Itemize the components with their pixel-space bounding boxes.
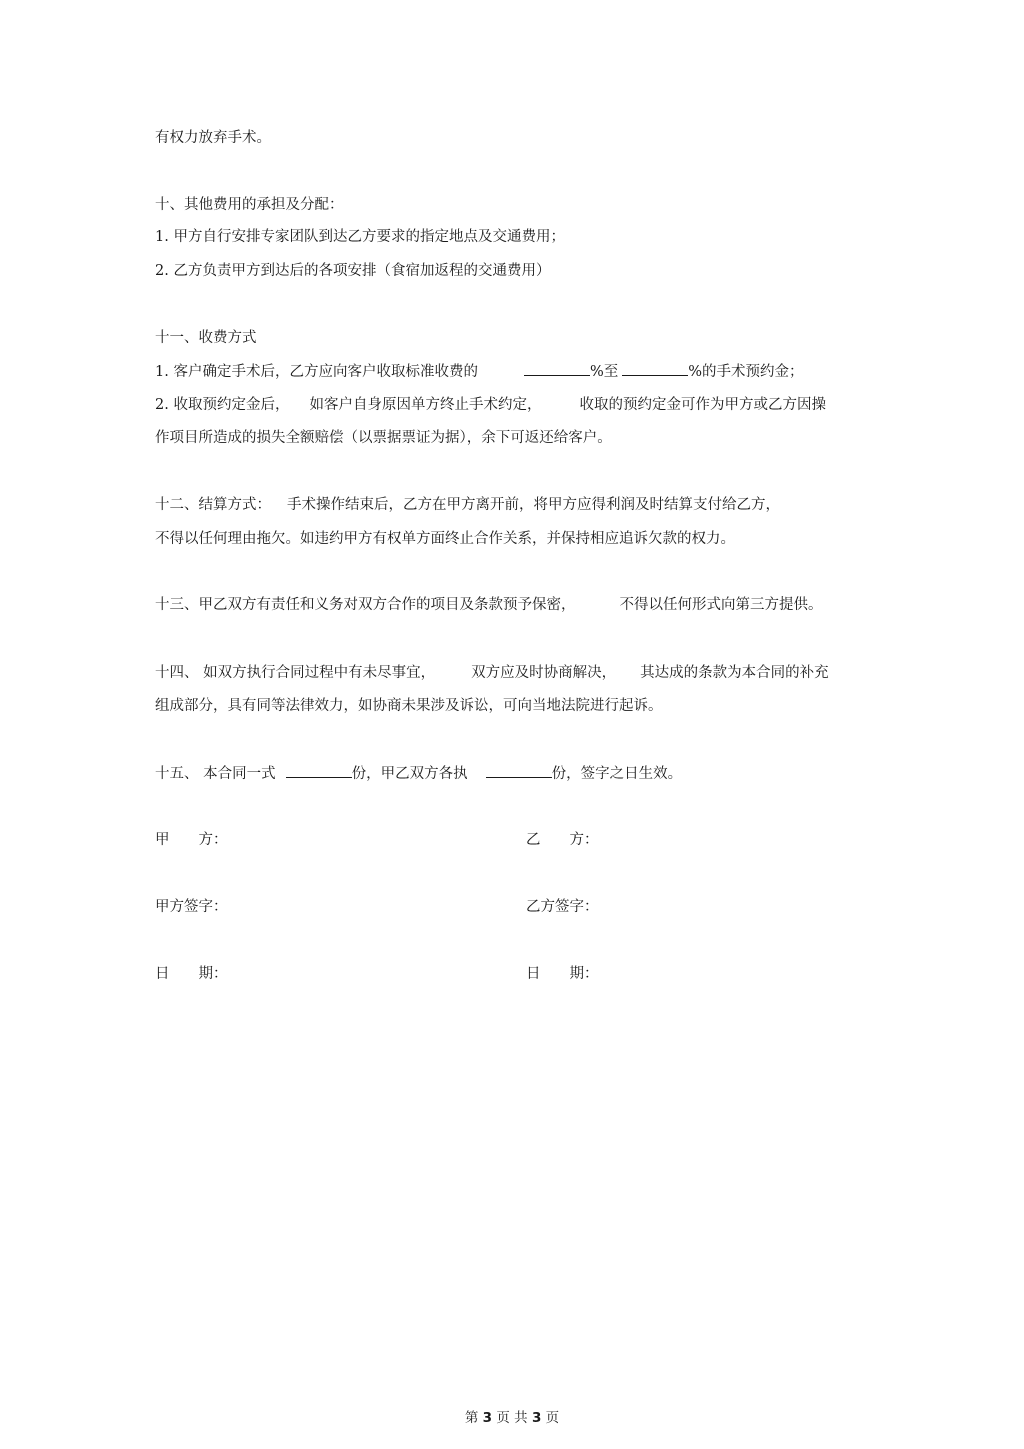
section-11-item-2-b: 如客户自身原因单方终止手术约定， <box>309 397 542 413</box>
section-14-part-a: 十四、 如双方执行合同过程中有未尽事宜， <box>155 665 436 681</box>
party-b-label: 乙 方： <box>526 832 599 848</box>
footer-total-pages: 3 <box>531 1410 542 1426</box>
section-14-part-b: 双方应及时协商解决， <box>471 665 617 681</box>
section-11-heading: 十一、收费方式 <box>155 330 257 346</box>
section-11-item-2-line-2: 作项目所造成的损失全额赔偿（以票据票证为据），余下可返还给客户。 <box>155 430 612 446</box>
section-11-item-2 <box>155 395 826 415</box>
party-a-label: 甲 方： <box>155 832 228 848</box>
copies-total-blank <box>286 763 352 778</box>
section-15-line <box>155 763 682 784</box>
continuation-text: 有权力放弃手术。 <box>155 130 271 146</box>
section-12-line-2: 不得以任何理由拖欠。如违约甲方有权单方面终止合作关系，并保持相应追诉欠款的权力。 <box>155 531 735 547</box>
section-13-part-a: 十三、甲乙双方有责任和义务对双方合作的项目及条款预予保密， <box>155 597 576 613</box>
section-11-item-2-c: 收取的预约定金可作为甲方或乙方因操 <box>579 397 826 413</box>
footer-label-3: 页 <box>545 1410 560 1426</box>
section-15-suffix: 份，签字之日生效。 <box>551 766 683 782</box>
deposit-min-percent-blank <box>524 361 590 376</box>
party-b-signature-label: 乙方签字： <box>526 899 599 915</box>
section-11-item-1-prefix: 1. 客户确定手术后，乙方应向客户收取标准收费的 <box>155 364 478 380</box>
signature-row-date <box>155 964 855 984</box>
party-a-date-label: 日 期： <box>155 966 228 982</box>
footer-label-1: 第 <box>464 1410 479 1426</box>
deposit-max-percent-blank <box>622 361 688 376</box>
section-10-item-1: 1. 甲方自行安排专家团队到达乙方要求的指定地点及交通费用； <box>155 229 565 245</box>
section-14-line-2: 组成部分，具有同等法律效力，如协商未果涉及诉讼，可向当地法院进行起诉。 <box>155 698 663 714</box>
section-11-item-1-mid: %至 <box>589 364 619 380</box>
section-15-mid: 份，甲乙双方各执 <box>351 766 468 782</box>
section-13-line-1 <box>155 595 823 615</box>
signature-row-sign <box>155 897 855 917</box>
section-12-line-1-body: 手术操作结束后，乙方在甲方离开前，将甲方应得利润及时结算支付给乙方， <box>287 497 780 513</box>
section-14-part-c: 其达成的条款为本合同的补充 <box>640 665 829 681</box>
section-11-item-1 <box>155 361 804 382</box>
section-15-prefix: 十五、 本合同一式 <box>155 766 276 782</box>
copies-each-blank <box>486 763 552 778</box>
party-b-date-label: 日 期： <box>526 966 599 982</box>
section-11-item-1-suffix: %的手术预约金； <box>688 364 804 380</box>
party-a-signature-label: 甲方签字： <box>155 899 228 915</box>
section-11-item-2-a: 2. 收取预约定金后， <box>155 397 290 413</box>
section-13-part-b: 不得以任何形式向第三方提供。 <box>619 597 823 613</box>
footer-current-page: 3 <box>482 1410 493 1426</box>
section-14-line-1 <box>155 663 829 683</box>
page-footer <box>0 1408 1024 1428</box>
footer-label-2: 页 共 <box>496 1410 528 1426</box>
signature-row-party <box>155 830 855 850</box>
section-12-heading: 十二、结算方式： <box>155 497 271 513</box>
section-10-item-2: 2. 乙方负责甲方到达后的各项安排（食宿加返程的交通费用） <box>155 263 551 279</box>
section-10-heading: 十、其他费用的承担及分配： <box>155 197 344 213</box>
section-12-line-1 <box>155 495 780 515</box>
